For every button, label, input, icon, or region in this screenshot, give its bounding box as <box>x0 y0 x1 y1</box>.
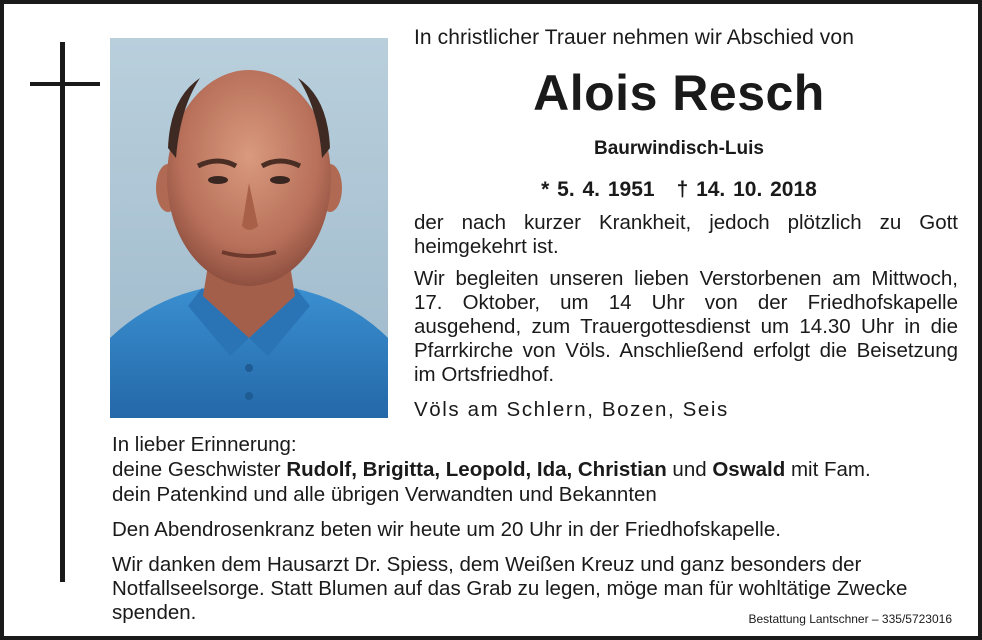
life-dates <box>414 178 944 202</box>
thanks-text: Wir danken dem Hausarzt Dr. Spiess, dem Weißen Kreuz und ganz besonders der Notfallseelsorge. Statt Blumen auf das Grab zu legen, möge man für wohltätige Zwecke spenden. <box>112 553 908 624</box>
cross-icon <box>60 42 65 582</box>
remembrance-block <box>112 432 962 507</box>
intro-text: In christlicher Trauer nehmen wir Abschied von <box>414 26 854 49</box>
relatives-line: dein Patenkind und alle übrigen Verwandten und Bekannten <box>112 483 657 506</box>
funeral-details: Wir begleiten unseren lieben Verstorbenen am Mittwoch, 17. Oktober, um 14 Uhr von der Friedhofskapelle ausgehend, zum Trauergottesdienst um 14.30 Uhr in die Pfarrkirche von Völs. Anschließend erfolgt die Beisetzung im Ortsfriedhof. <box>414 267 958 386</box>
birth-date: * 5. 4. 1951 <box>541 178 655 201</box>
portrait-photo <box>110 38 388 418</box>
sibling-last: Oswald <box>712 458 786 481</box>
siblings-line <box>112 457 962 482</box>
siblings-suffix: mit Fam. <box>785 458 871 481</box>
rosary-text: Den Abendrosenkranz beten wir heute um 20 Uhr in der Friedhofskapelle. <box>112 518 781 541</box>
undertaker-credit: Bestattung Lantschner – 335/5723016 <box>748 612 952 626</box>
siblings-prefix: deine Geschwister <box>112 458 287 481</box>
cross-icon-bar <box>30 82 100 86</box>
remembrance-heading: In lieber Erinnerung: <box>112 433 297 456</box>
passing-text: der nach kurzer Krankheit, jedoch plötzlich zu Gott heimgekehrt ist. <box>414 211 958 258</box>
places-line: Völs am Schlern, Bozen, Seis <box>414 398 729 421</box>
death-date: † 14. 10. 2018 <box>676 178 817 201</box>
siblings-names: Rudolf, Brigitta, Leopold, Ida, Christian <box>286 458 667 481</box>
deceased-name: Alois Resch <box>533 65 825 121</box>
farm-name: Baurwindisch-Luis <box>594 138 764 159</box>
siblings-connector: und <box>666 458 713 481</box>
